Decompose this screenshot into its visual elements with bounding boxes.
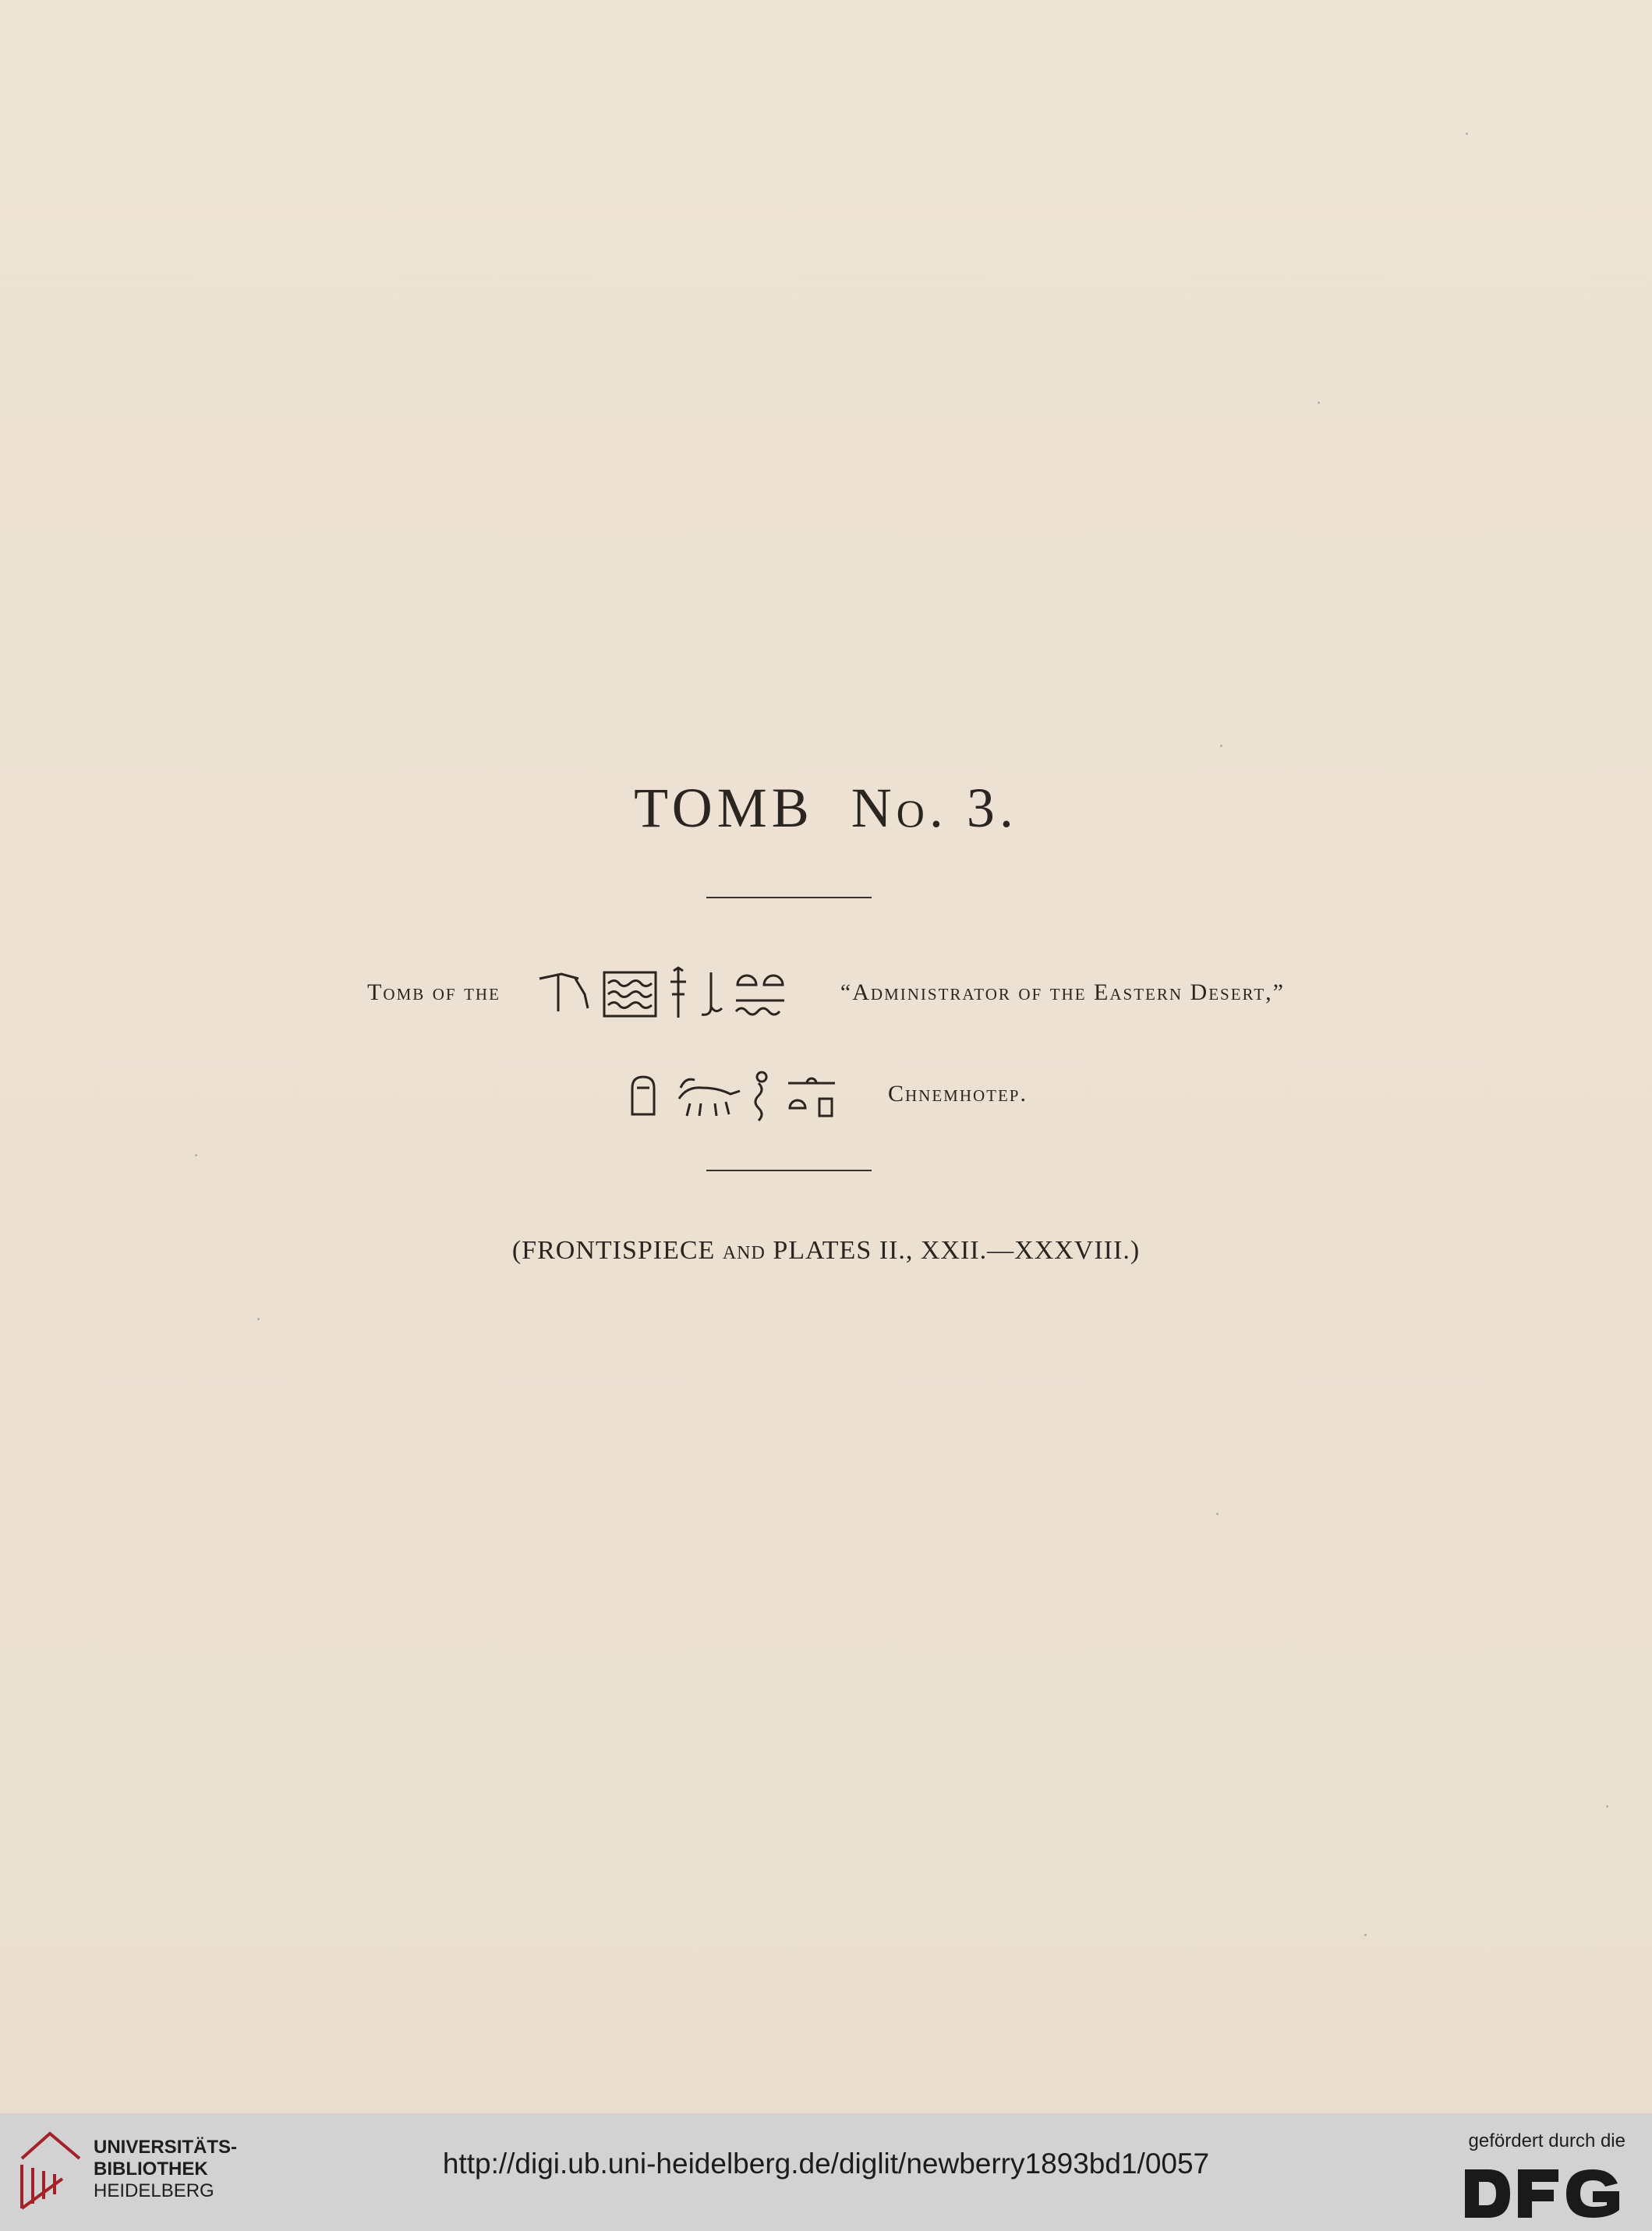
divider-rule-top [706, 897, 872, 898]
dust-speck [1606, 1805, 1608, 1808]
dust-speck [1466, 133, 1468, 135]
plates-line [0, 1236, 1652, 1266]
library-name-line2: BIBLIOTHEK [94, 2158, 208, 2180]
page-title [0, 776, 1652, 841]
name-line [0, 1064, 1652, 1127]
chnemhotep-name: Chnemhotep. [887, 1080, 1028, 1107]
dust-speck [1318, 402, 1320, 404]
viewer-footer-bar [0, 2113, 1652, 2231]
hieroglyph-title-icon [530, 963, 811, 1025]
dust-speck [1216, 1513, 1219, 1515]
funding-note: gefördert durch die [1468, 2130, 1625, 2151]
administrator-quote: “Administrator of the Eastern Desert,” [840, 979, 1285, 1005]
plates-and: and [722, 1236, 766, 1265]
dust-speck [1364, 1934, 1367, 1936]
dfg-logo-icon[interactable] [1462, 2166, 1625, 2221]
title-number: No. 3. [851, 777, 1018, 839]
permalink-url[interactable]: http://digi.ub.uni-heidelberg.de/diglit/newberry1893bd1/0057 [442, 2148, 1210, 2180]
dust-speck [1220, 745, 1222, 747]
tomb-of-the-label: Tomb of the [367, 979, 501, 1005]
divider-rule-bottom [706, 1170, 872, 1171]
title-tomb: TOMB [634, 777, 814, 839]
plates-list: PLATES II., XXII.—XXXVIII.) [773, 1236, 1141, 1265]
library-name-line3: HEIDELBERG [94, 2180, 214, 2201]
tomb-of-line [0, 963, 1652, 1025]
hieroglyph-name-icon [624, 1064, 858, 1127]
library-name-line1: UNIVERSITÄTS- [94, 2137, 238, 2158]
dust-speck [257, 1318, 260, 1320]
plates-open: (FRONTISPIECE [511, 1236, 716, 1265]
dust-speck [195, 1154, 197, 1156]
